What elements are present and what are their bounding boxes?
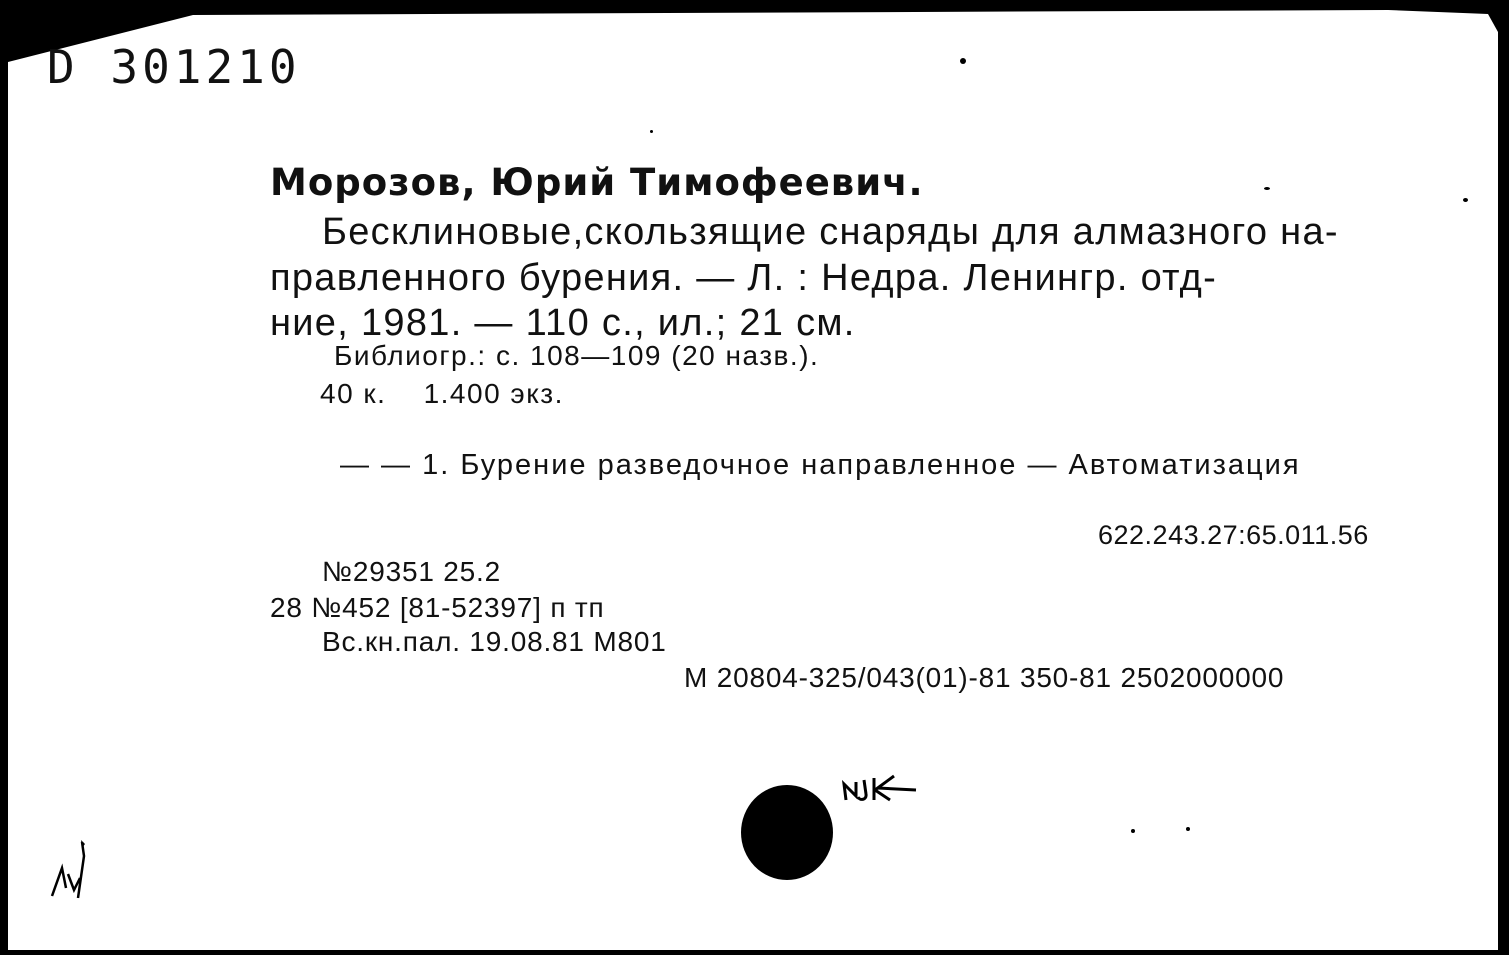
udc-code: 622.243.27:65.011.56 <box>1098 520 1369 550</box>
speck <box>1463 198 1468 202</box>
publication-code: М 20804-325/043(01)-81 350-81 2502000000 <box>684 662 1285 693</box>
price-print-run: 40 к. 1.400 экз. <box>320 378 564 409</box>
speck <box>960 58 966 64</box>
title-line-2: правленного бурения. — Л. : Недра. Ленингр. отд- <box>270 257 1218 299</box>
speck <box>1131 829 1135 833</box>
card-number: D 301210 <box>47 40 301 94</box>
speck <box>1186 827 1190 831</box>
title-line-1: Бесклиновые,скользящие снаряды для алмазного на- <box>322 211 1339 253</box>
book-chamber-record: Вс.кн.пал. 19.08.81 М801 <box>322 626 667 657</box>
bibliography-note: Библиогр.: с. 108—109 (20 назв.). <box>334 340 820 371</box>
handwritten-initials-mark <box>838 770 928 810</box>
round-stamp-dot <box>741 785 833 880</box>
order-number: 28 №452 [81-52397] п тп <box>270 592 605 623</box>
speck <box>650 130 653 133</box>
speck <box>1264 187 1270 190</box>
registration-number: №29351 25.2 <box>322 556 501 587</box>
handwritten-margin-mark <box>44 838 94 902</box>
author-heading: Морозов, Юрий Тимофеевич. <box>270 161 924 204</box>
title-line-3: ние, 1981. — 110 с., ил.; 21 см. <box>270 302 856 344</box>
subject-heading: — — 1. Бурение разведочное направленное — Автоматизация <box>340 449 1301 481</box>
